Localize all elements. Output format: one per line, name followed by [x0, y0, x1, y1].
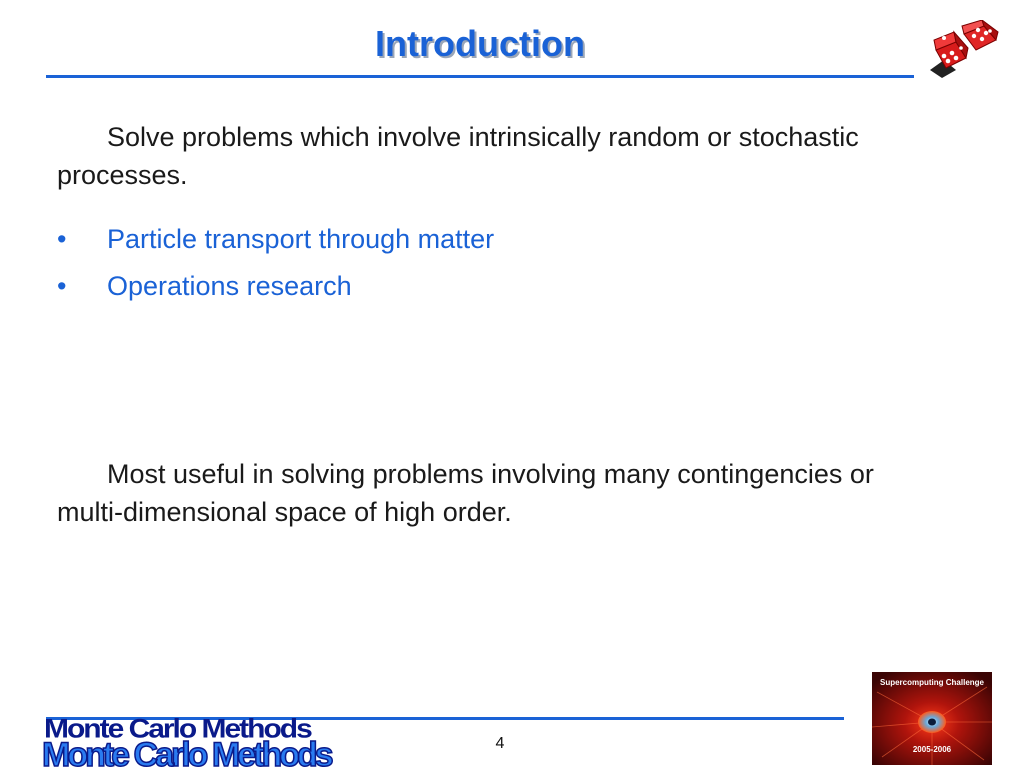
svg-text:2005-2006: 2005-2006: [912, 745, 952, 754]
bullet-text: Particle transport through matter: [107, 224, 495, 254]
svg-text:Monte Carlo Methods: Monte Carlo Methods: [44, 714, 311, 745]
slide-title: Introduction: [375, 23, 585, 64]
monte-carlo-logo: [36, 714, 336, 776]
title-divider: [46, 75, 914, 78]
supercomputing-challenge-badge: [872, 672, 992, 765]
intro-paragraph: Solve problems which involve intrinsically random or stochastic processes.: [57, 122, 859, 190]
bullet-text: Operations research: [107, 271, 352, 301]
dice-icon: [926, 20, 1004, 80]
page-number: 4: [495, 735, 505, 752]
svg-text:Monte Carlo Methods: Monte Carlo Methods: [42, 736, 331, 774]
bullet-marker: •: [57, 224, 67, 254]
summary-paragraph: Most useful in solving problems involving many contingencies or multi-dimensional space of high order.: [57, 459, 874, 527]
svg-text:Supercomputing Challenge: Supercomputing Challenge: [879, 678, 985, 687]
bullet-marker: •: [57, 271, 67, 301]
